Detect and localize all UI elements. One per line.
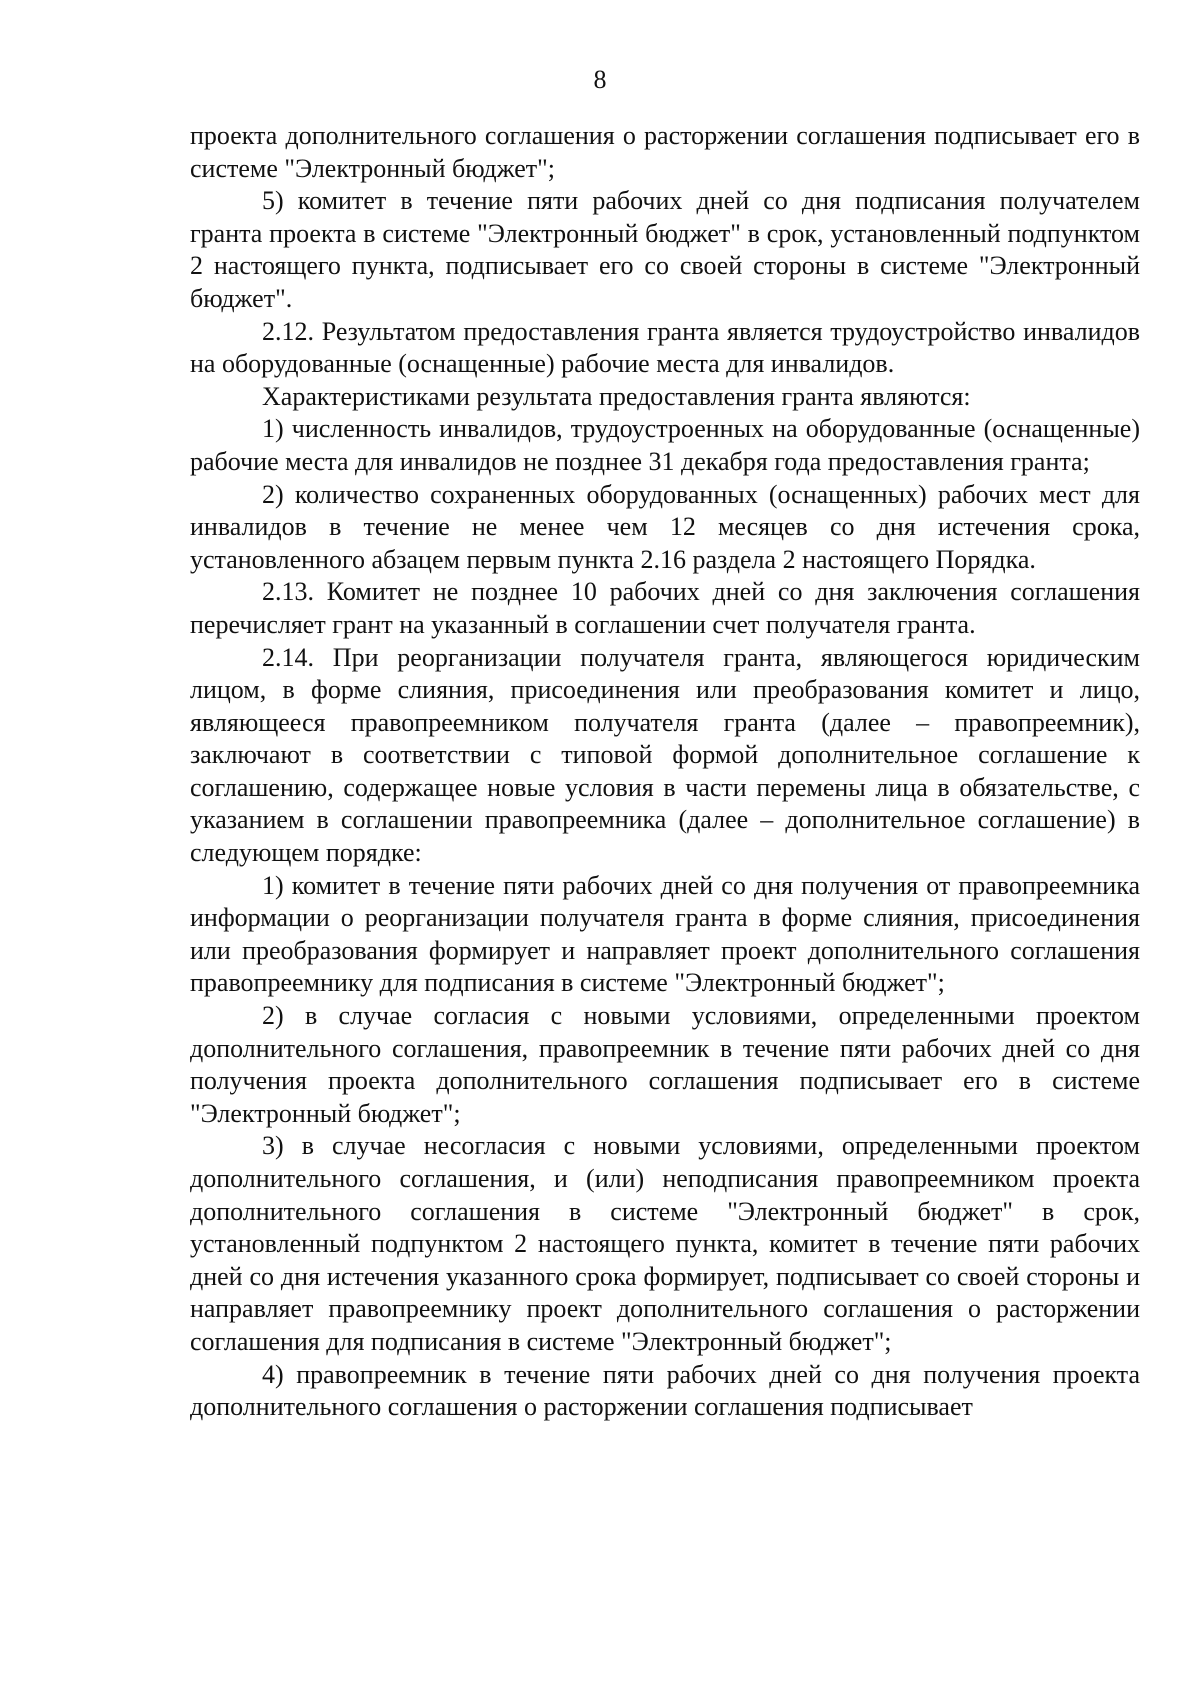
paragraph-2-14-item-4: 4) правопреемник в течение пяти рабочих дней со дня получения проекта дополнительного соглашения о расторжении соглашения подписывает <box>190 1359 1140 1422</box>
paragraph-2-14: 2.14. При реорганизации получателя гранта, являющегося юридическим лицом, в форме слияния, присоединения или преобразования комитет и лицо, являющееся правопреемником получателя гранта (далее – правопреемник), заключают в соответствии с типовой формой дополнительное соглашение к соглашению, содержащее новые условия в части перемены лица в обязательстве, с указанием в соглашении правопреемника (далее – дополнительное соглашение) в следующем порядке: <box>190 642 1140 868</box>
paragraph-characteristic-2: 2) количество сохраненных оборудованных (оснащенных) рабочих мест для инвалидов в течение не менее чем 12 месяцев со дня истечения срока, установленного абзацем первым пункта 2.16 раздела 2 настоящего Порядка. <box>190 479 1140 574</box>
paragraph-continuation: проекта дополнительного соглашения о расторжении соглашения подписывает его в системе "Электронный бюджет"; <box>190 121 1140 183</box>
paragraph-item-5: 5) комитет в течение пяти рабочих дней со дня подписания получателем гранта проекта в системе "Электронный бюджет" в срок, установленный подпунктом 2 настоящего пункта, подписывает его со своей стороны в системе "Электронный бюджет". <box>190 186 1140 313</box>
paragraph-2-14-item-1: 1) комитет в течение пяти рабочих дней со дня получения от правопреемника информации о реорганизации получателя гранта в форме слияния, присоединения или преобразования формирует и направляет проект дополнительного соглашения правопреемнику для подписания в системе "Электронный бюджет"; <box>190 870 1140 998</box>
paragraph-2-14-item-2: 2) в случае согласия с новыми условиями, определенными проектом дополнительного соглашения, правопреемник в течение пяти рабочих дней со дня получения проекта дополнительного соглашения подписывает его в системе "Электронный бюджет"; <box>190 1001 1140 1128</box>
paragraph-2-13: 2.13. Комитет не позднее 10 рабочих дней со дня заключения соглашения перечисляет грант на указанный в соглашении счет получателя гранта. <box>190 577 1140 639</box>
paragraph-characteristics: Характеристиками результата предоставления гранта являются: <box>262 381 971 411</box>
page-number: 8 <box>593 65 607 94</box>
paragraph-characteristic-1: 1) численность инвалидов, трудоустроенных на оборудованные (оснащенные) рабочие места для инвалидов не позднее 31 декабря года предоставления гранта; <box>190 414 1140 476</box>
paragraph-2-12: 2.12. Результатом предоставления гранта является трудоустройство инвалидов на оборудованные (оснащенные) рабочие места для инвалидов. <box>190 316 1140 379</box>
paragraph-2-14-item-3: 3) в случае несогласия с новыми условиями, определенными проектом дополнительного соглашения, и (или) неподписания правопреемником проекта дополнительного соглашения в системе "Электронный бюджет" в срок, установленный подпунктом 2 настоящего пункта, комитет в течение пяти рабочих дней со дня истечения указанного срока формирует, подписывает со своей стороны и направляет правопреемнику проект дополнительного соглашения о расторжении соглашения для подписания в системе "Электронный бюджет"; <box>190 1131 1140 1356</box>
document-body <box>190 120 1140 1424</box>
